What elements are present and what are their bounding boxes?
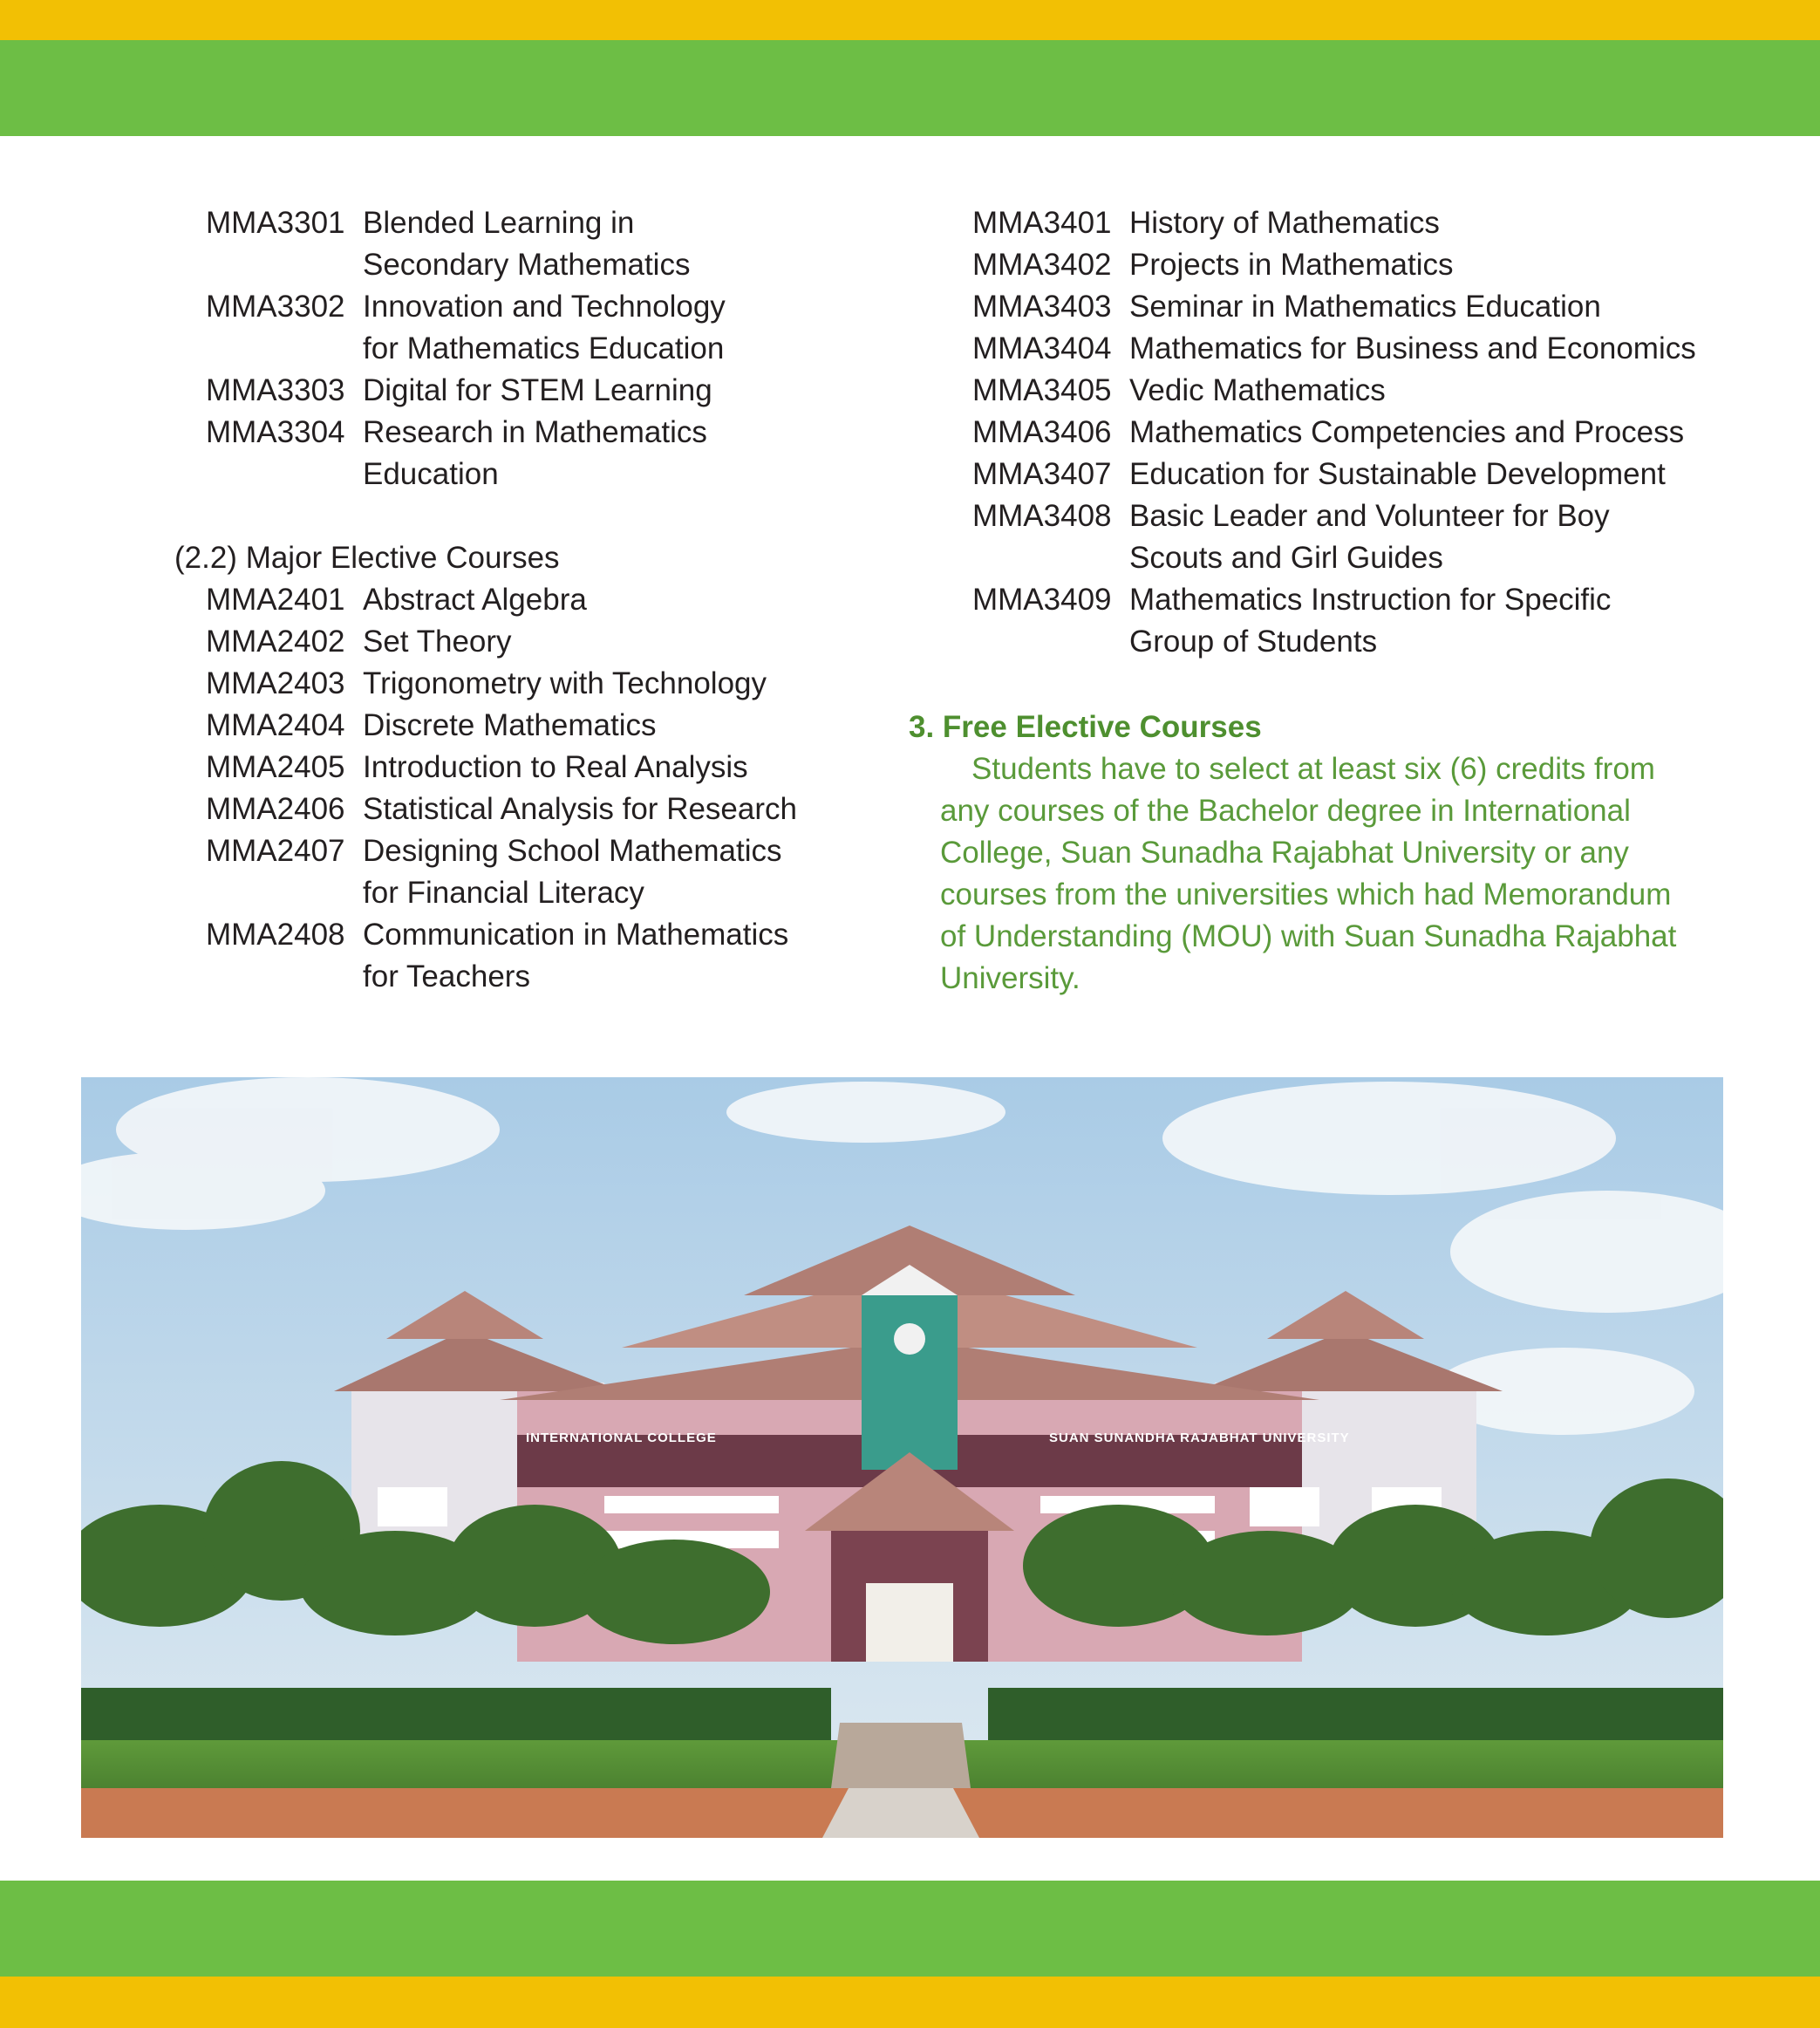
course-row	[174, 663, 837, 705]
course-code: MMA3304	[206, 415, 345, 449]
course-code: MMA3408	[972, 499, 1112, 533]
bottom-green-band	[0, 1881, 1820, 1977]
course-code: MMA2402	[206, 625, 345, 659]
course-row	[174, 621, 837, 663]
course-code: MMA3401	[972, 206, 1112, 240]
front-steps	[831, 1723, 971, 1788]
course-code: MMA3404	[972, 331, 1112, 365]
course-title: Vedic Mathematics	[1129, 373, 1386, 407]
course-row	[972, 202, 1705, 244]
course-code: MMA2406	[206, 792, 345, 826]
course-title: Mathematics for Business and Economics	[1129, 331, 1696, 365]
course-title: Abstract Algebra	[363, 583, 587, 617]
course-code: MMA3406	[972, 415, 1112, 449]
free-elective-section	[909, 707, 1694, 1000]
course-code: MMA3409	[972, 583, 1112, 617]
course-code: MMA3301	[206, 206, 345, 240]
free-elective-heading: 3. Free Elective Courses	[909, 710, 1262, 744]
course-code: MMA3402	[972, 248, 1112, 282]
course-row	[174, 202, 837, 286]
top-green-band	[0, 40, 1820, 136]
top-yellow-band	[0, 0, 1820, 40]
course-row	[174, 705, 837, 747]
course-row	[972, 328, 1705, 370]
course-row	[174, 286, 837, 370]
course-title: Digital for STEM Learning	[363, 373, 712, 407]
course-code: MMA3405	[972, 373, 1112, 407]
course-code: MMA2404	[206, 708, 345, 742]
course-code: MMA3407	[972, 457, 1112, 491]
bottom-yellow-band	[0, 1977, 1820, 2028]
course-title: Mathematics Competencies and Process	[1129, 415, 1685, 449]
course-title: Introduction to Real Analysis	[363, 750, 748, 784]
course-row	[972, 495, 1705, 579]
course-list-core	[174, 202, 837, 495]
course-row	[174, 747, 837, 789]
course-title: Designing School Mathematics for Financial Literacy	[363, 834, 782, 910]
course-title: Set Theory	[363, 625, 512, 659]
course-row	[972, 454, 1705, 495]
course-code: MMA2405	[206, 750, 345, 784]
right-course-column	[972, 202, 1705, 663]
course-code: MMA3303	[206, 373, 345, 407]
sign-university-name: SUAN SUNANDHA RAJABHAT UNIVERSITY	[1049, 1431, 1350, 1445]
course-list-elective	[174, 579, 837, 998]
course-title: Basic Leader and Volunteer for Boy Scouts and Girl Guides	[1129, 499, 1610, 575]
free-elective-text-wrap	[909, 748, 1694, 1000]
left-course-column	[174, 202, 837, 998]
course-title: History of Mathematics	[1129, 206, 1440, 240]
course-code: MMA3403	[972, 290, 1112, 324]
course-row	[174, 789, 837, 830]
section-heading: (2.2) Major Elective Courses	[174, 541, 560, 575]
course-row	[174, 914, 837, 998]
course-row	[174, 370, 837, 412]
course-code: MMA2403	[206, 666, 345, 700]
course-row	[972, 286, 1705, 328]
course-row	[972, 579, 1705, 663]
course-code: MMA2401	[206, 583, 345, 617]
course-title: Statistical Analysis for Research	[363, 792, 797, 826]
course-row	[972, 412, 1705, 454]
course-title: Innovation and Technology for Mathematics Education	[363, 290, 726, 365]
course-row	[972, 244, 1705, 286]
course-row	[174, 412, 837, 495]
course-row	[174, 830, 837, 914]
course-title: Communication in Mathematics for Teachers	[363, 918, 789, 994]
course-title: Mathematics Instruction for Specific Group of Students	[1129, 583, 1612, 659]
course-row	[972, 370, 1705, 412]
course-title: Projects in Mathematics	[1129, 248, 1454, 282]
course-row	[174, 579, 837, 621]
course-title: Seminar in Mathematics Education	[1129, 290, 1601, 324]
course-title: Research in Mathematics Education	[363, 415, 707, 491]
sign-international-college: INTERNATIONAL COLLEGE	[526, 1431, 717, 1445]
course-code: MMA3302	[206, 290, 345, 324]
course-title: Education for Sustainable Development	[1129, 457, 1666, 491]
course-title: Discrete Mathematics	[363, 708, 657, 742]
free-elective-text: Students have to select at least six (6) credits from any courses of the Bachelor degree in International College, Suan Sunadha Rajabhat University or any courses from the universities which had Memorandum of Understanding (MOU) with Suan Sunadha Rajabhat University.	[940, 752, 1677, 995]
course-code: MMA2408	[206, 918, 345, 952]
course-title: Blended Learning in Secondary Mathematics	[363, 206, 691, 282]
course-title: Trigonometry with Technology	[363, 666, 767, 700]
campus-photo	[81, 1077, 1723, 1838]
course-code: MMA2407	[206, 834, 345, 868]
walkway	[822, 1788, 979, 1838]
